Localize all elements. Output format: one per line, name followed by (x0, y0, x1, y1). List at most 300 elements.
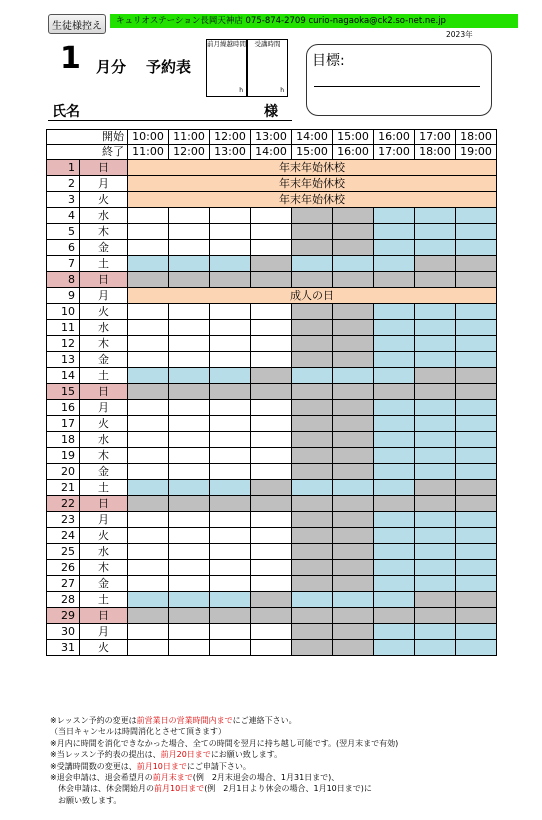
slot-blue[interactable] (374, 480, 415, 496)
slot-blue[interactable] (456, 352, 497, 368)
slot-blue[interactable] (374, 256, 415, 272)
slot-open[interactable] (251, 304, 292, 320)
weekday: 金 (80, 464, 128, 480)
slot-blue[interactable] (456, 208, 497, 224)
note-text: (例 2月末退会の場合、1月31日まで)、 (192, 773, 340, 783)
slot-blue[interactable] (415, 432, 456, 448)
slot-closed (333, 416, 374, 432)
slot-open[interactable] (251, 208, 292, 224)
slot-closed (292, 416, 333, 432)
slot-blue[interactable] (169, 592, 210, 608)
month-unit: 月分 (96, 58, 127, 76)
weekday: 金 (80, 576, 128, 592)
weekday: 日 (80, 272, 128, 288)
slot-open[interactable] (210, 416, 251, 432)
closure-banner: 成人の日 (128, 288, 497, 304)
slot-open[interactable] (128, 544, 169, 560)
weekday: 木 (80, 560, 128, 576)
slot-blue[interactable] (456, 240, 497, 256)
slot-open[interactable] (210, 640, 251, 656)
weekday: 土 (80, 256, 128, 272)
slot-blue[interactable] (415, 336, 456, 352)
slot-blue[interactable] (374, 400, 415, 416)
slot-blue[interactable] (333, 256, 374, 272)
note-text: ※受講時間数の変更は、 (50, 761, 137, 771)
slot-closed (333, 448, 374, 464)
day-row (47, 464, 497, 480)
slot-open[interactable] (210, 576, 251, 592)
slot-closed (333, 240, 374, 256)
slot-blue[interactable] (456, 528, 497, 544)
slot-blue[interactable] (415, 208, 456, 224)
day-number: 14 (47, 368, 80, 384)
slot-open[interactable] (210, 512, 251, 528)
slot-open[interactable] (169, 528, 210, 544)
slot-open[interactable] (251, 400, 292, 416)
day-number: 2 (47, 176, 80, 192)
slot-blue[interactable] (374, 544, 415, 560)
slot-blue[interactable] (210, 592, 251, 608)
slot-open[interactable] (128, 320, 169, 336)
slot-blue[interactable] (374, 560, 415, 576)
slot-open[interactable] (128, 304, 169, 320)
requested-hours-box[interactable] (247, 39, 288, 97)
day-row (47, 416, 497, 432)
slot-open[interactable] (251, 640, 292, 656)
slot-blue[interactable] (374, 336, 415, 352)
slot-open[interactable] (169, 512, 210, 528)
goal-write-line (314, 86, 480, 87)
slot-open[interactable] (210, 320, 251, 336)
start-time-cell: 18:00 (456, 130, 497, 145)
day-number: 21 (47, 480, 80, 496)
slot-closed (456, 384, 497, 400)
slot-open[interactable] (128, 336, 169, 352)
note-emphasis: 前月20日まで (160, 750, 211, 760)
slot-blue[interactable] (169, 480, 210, 496)
slot-open[interactable] (128, 560, 169, 576)
slot-open[interactable] (251, 528, 292, 544)
slot-blue[interactable] (374, 528, 415, 544)
slot-blue[interactable] (169, 256, 210, 272)
year-label: 2023年 (446, 30, 473, 39)
weekday: 火 (80, 192, 128, 208)
slot-open[interactable] (169, 464, 210, 480)
weekday: 月 (80, 288, 128, 304)
slot-blue[interactable] (415, 448, 456, 464)
slot-blue[interactable] (456, 576, 497, 592)
slot-open[interactable] (128, 400, 169, 416)
slot-open[interactable] (128, 432, 169, 448)
day-row (47, 320, 497, 336)
slot-blue[interactable] (374, 320, 415, 336)
slot-blue[interactable] (128, 592, 169, 608)
slot-closed (251, 256, 292, 272)
slot-open[interactable] (128, 464, 169, 480)
slot-blue[interactable] (456, 624, 497, 640)
slot-blue[interactable] (456, 304, 497, 320)
slot-open[interactable] (128, 576, 169, 592)
weekday: 水 (80, 208, 128, 224)
slot-blue[interactable] (415, 624, 456, 640)
weekday: 火 (80, 416, 128, 432)
slot-blue[interactable] (415, 640, 456, 656)
slot-closed (374, 384, 415, 400)
slot-closed (333, 528, 374, 544)
slot-blue[interactable] (374, 352, 415, 368)
day-row (47, 160, 497, 176)
slot-open[interactable] (169, 544, 210, 560)
slot-closed (292, 272, 333, 288)
slot-blue[interactable] (456, 544, 497, 560)
day-row (47, 208, 497, 224)
slot-closed (292, 320, 333, 336)
slot-open[interactable] (169, 208, 210, 224)
slot-blue[interactable] (415, 464, 456, 480)
slot-open[interactable] (210, 448, 251, 464)
slot-open[interactable] (210, 560, 251, 576)
slot-open[interactable] (169, 576, 210, 592)
day-row (47, 560, 497, 576)
slot-closed (333, 624, 374, 640)
weekday: 月 (80, 176, 128, 192)
slot-open[interactable] (210, 528, 251, 544)
slot-closed (456, 496, 497, 512)
slot-open[interactable] (251, 464, 292, 480)
start-time-cell: 11:00 (169, 130, 210, 145)
slot-closed (292, 240, 333, 256)
slot-open[interactable] (169, 560, 210, 576)
slot-open[interactable] (210, 352, 251, 368)
slot-open[interactable] (128, 624, 169, 640)
slot-blue[interactable] (210, 368, 251, 384)
slot-closed (415, 272, 456, 288)
slot-blue[interactable] (333, 592, 374, 608)
day-row (47, 240, 497, 256)
slot-open[interactable] (128, 240, 169, 256)
slot-blue[interactable] (415, 400, 456, 416)
slot-blue[interactable] (456, 560, 497, 576)
slot-blue[interactable] (415, 512, 456, 528)
slot-blue[interactable] (374, 432, 415, 448)
slot-blue[interactable] (415, 304, 456, 320)
slot-open[interactable] (251, 240, 292, 256)
start-time-cell: 14:00 (292, 130, 333, 145)
slot-closed (333, 560, 374, 576)
slot-blue[interactable] (210, 480, 251, 496)
slot-closed (251, 496, 292, 512)
slot-open[interactable] (128, 448, 169, 464)
note-text: ※退会申請は、退会希望月の (50, 773, 153, 783)
slot-open[interactable] (251, 544, 292, 560)
weekday: 土 (80, 592, 128, 608)
day-number: 18 (47, 432, 80, 448)
slot-blue[interactable] (128, 368, 169, 384)
slot-closed (292, 336, 333, 352)
note-line (50, 795, 530, 806)
slot-blue[interactable] (374, 576, 415, 592)
slot-closed (169, 272, 210, 288)
day-row (47, 528, 497, 544)
day-row (47, 640, 497, 656)
slot-blue[interactable] (128, 256, 169, 272)
slot-blue[interactable] (374, 592, 415, 608)
slot-closed (292, 624, 333, 640)
weekday: 木 (80, 336, 128, 352)
slot-closed (292, 208, 333, 224)
slot-blue[interactable] (415, 416, 456, 432)
slot-blue[interactable] (415, 528, 456, 544)
weekday: 土 (80, 368, 128, 384)
slot-open[interactable] (128, 528, 169, 544)
slot-closed (333, 640, 374, 656)
start-time-label: 開始 (47, 130, 128, 145)
slot-blue[interactable] (292, 256, 333, 272)
day-number: 19 (47, 448, 80, 464)
slot-open[interactable] (210, 432, 251, 448)
end-time-cell: 13:00 (210, 145, 251, 160)
slot-open[interactable] (169, 640, 210, 656)
slot-blue[interactable] (210, 256, 251, 272)
slot-blue[interactable] (374, 240, 415, 256)
slot-blue[interactable] (415, 352, 456, 368)
slot-blue[interactable] (374, 624, 415, 640)
note-text: にご申請下さい。 (186, 761, 251, 771)
hours-unit: h (239, 87, 243, 94)
note-text: ※当レッスン予約表の提出は、 (50, 750, 161, 760)
note-emphasis: 前営業日の営業時間内まで (136, 716, 233, 725)
slot-closed (374, 272, 415, 288)
start-time-cell: 10:00 (128, 130, 169, 145)
slot-blue[interactable] (374, 208, 415, 224)
slot-closed (292, 608, 333, 624)
slot-closed (292, 560, 333, 576)
weekday: 水 (80, 320, 128, 336)
slot-open[interactable] (210, 224, 251, 240)
weekday: 月 (80, 624, 128, 640)
slot-open[interactable] (210, 336, 251, 352)
slot-blue[interactable] (456, 224, 497, 240)
weekday: 火 (80, 304, 128, 320)
hours-unit: h (280, 87, 284, 94)
day-row (47, 432, 497, 448)
requested-hours-label: 受講時間 (254, 40, 281, 48)
day-number: 31 (47, 640, 80, 656)
slot-open[interactable] (169, 304, 210, 320)
slot-open[interactable] (169, 224, 210, 240)
slot-closed (210, 496, 251, 512)
slot-open[interactable] (169, 336, 210, 352)
slot-open[interactable] (251, 448, 292, 464)
slot-blue[interactable] (456, 320, 497, 336)
slot-blue[interactable] (374, 448, 415, 464)
slot-open[interactable] (251, 336, 292, 352)
slot-open[interactable] (128, 640, 169, 656)
slot-closed (415, 592, 456, 608)
slot-closed (374, 496, 415, 512)
slot-closed (292, 400, 333, 416)
note-line (50, 749, 530, 760)
slot-open[interactable] (251, 320, 292, 336)
slot-open[interactable] (210, 624, 251, 640)
slot-closed (251, 480, 292, 496)
slot-open[interactable] (251, 416, 292, 432)
slot-closed (333, 272, 374, 288)
slot-open[interactable] (128, 224, 169, 240)
note-line (50, 715, 530, 726)
day-number: 22 (47, 496, 80, 512)
slot-open[interactable] (169, 432, 210, 448)
slot-blue[interactable] (292, 592, 333, 608)
name-field[interactable] (48, 120, 292, 121)
note-line (50, 738, 530, 749)
slot-closed (210, 608, 251, 624)
note-text: (例 2月1日より休会の場合、1月10日まで)に (204, 784, 372, 794)
slot-blue[interactable] (456, 400, 497, 416)
slot-blue[interactable] (374, 224, 415, 240)
slot-open[interactable] (169, 400, 210, 416)
slot-blue[interactable] (292, 368, 333, 384)
day-number: 25 (47, 544, 80, 560)
slot-open[interactable] (251, 576, 292, 592)
day-row (47, 192, 497, 208)
slot-blue[interactable] (415, 240, 456, 256)
slot-open[interactable] (210, 544, 251, 560)
slot-closed (292, 352, 333, 368)
slot-closed (456, 480, 497, 496)
end-time-cell: 15:00 (292, 145, 333, 160)
slot-blue[interactable] (374, 512, 415, 528)
day-number: 23 (47, 512, 80, 528)
slot-blue[interactable] (374, 416, 415, 432)
slot-closed (415, 384, 456, 400)
slot-blue[interactable] (456, 512, 497, 528)
note-emphasis: 前月10日まで (136, 761, 187, 771)
slot-open[interactable] (169, 448, 210, 464)
note-text: （当日キャンセルは時間消化とさせて頂きます） (50, 727, 226, 737)
slot-blue[interactable] (333, 368, 374, 384)
slot-open[interactable] (169, 416, 210, 432)
slot-open[interactable] (169, 624, 210, 640)
end-time-cell: 14:00 (251, 145, 292, 160)
start-time-cell: 15:00 (333, 130, 374, 145)
slot-blue[interactable] (456, 336, 497, 352)
slot-closed (456, 272, 497, 288)
slot-open[interactable] (169, 352, 210, 368)
day-row (47, 512, 497, 528)
slot-blue[interactable] (415, 544, 456, 560)
slot-blue[interactable] (374, 464, 415, 480)
day-row (47, 448, 497, 464)
day-number: 13 (47, 352, 80, 368)
slot-closed (169, 608, 210, 624)
slot-open[interactable] (128, 416, 169, 432)
slot-closed (169, 384, 210, 400)
slot-open[interactable] (169, 320, 210, 336)
slot-closed (415, 256, 456, 272)
day-number: 17 (47, 416, 80, 432)
note-emphasis: 前月10日まで (154, 784, 205, 794)
slot-blue[interactable] (415, 320, 456, 336)
slot-open[interactable] (251, 560, 292, 576)
note-line (50, 726, 530, 737)
slot-blue[interactable] (456, 432, 497, 448)
slot-blue[interactable] (374, 304, 415, 320)
note-text: にご連絡下さい。 (232, 716, 297, 725)
slot-open[interactable] (128, 208, 169, 224)
slot-closed (333, 512, 374, 528)
closure-banner: 年末年始休校 (128, 192, 497, 208)
slot-open[interactable] (251, 352, 292, 368)
day-row (47, 368, 497, 384)
slot-blue[interactable] (456, 416, 497, 432)
slot-open[interactable] (128, 512, 169, 528)
end-time-cell: 17:00 (374, 145, 415, 160)
note-text: にお願い致します。 (210, 750, 283, 760)
slot-open[interactable] (251, 512, 292, 528)
slot-blue[interactable] (374, 368, 415, 384)
start-time-cell: 12:00 (210, 130, 251, 145)
weekday: 水 (80, 432, 128, 448)
slot-open[interactable] (210, 304, 251, 320)
slot-open[interactable] (210, 400, 251, 416)
prev-month-carryover-label: 前月繰越時間 (207, 40, 246, 48)
slot-blue[interactable] (128, 480, 169, 496)
slot-closed (292, 576, 333, 592)
slot-blue[interactable] (456, 448, 497, 464)
slot-open[interactable] (128, 352, 169, 368)
slot-closed (333, 432, 374, 448)
slot-closed (333, 352, 374, 368)
slot-open[interactable] (251, 432, 292, 448)
slot-open[interactable] (251, 624, 292, 640)
weekday: 金 (80, 240, 128, 256)
slot-closed (210, 272, 251, 288)
weekday: 日 (80, 160, 128, 176)
slot-blue[interactable] (333, 480, 374, 496)
slot-open[interactable] (210, 240, 251, 256)
slot-open[interactable] (251, 224, 292, 240)
slot-open[interactable] (210, 208, 251, 224)
prev-month-carryover-box[interactable] (206, 39, 247, 97)
slot-blue[interactable] (415, 576, 456, 592)
slot-closed (292, 304, 333, 320)
slot-blue[interactable] (292, 480, 333, 496)
slot-blue[interactable] (169, 368, 210, 384)
slot-closed (415, 608, 456, 624)
slot-blue[interactable] (415, 560, 456, 576)
closure-banner: 年末年始休校 (128, 160, 497, 176)
slot-closed (292, 432, 333, 448)
slot-blue[interactable] (415, 224, 456, 240)
day-row (47, 224, 497, 240)
slot-closed (374, 608, 415, 624)
slot-closed (128, 496, 169, 512)
note-line (50, 761, 530, 772)
slot-blue[interactable] (374, 640, 415, 656)
slot-closed (456, 256, 497, 272)
day-number: 29 (47, 608, 80, 624)
slot-blue[interactable] (456, 640, 497, 656)
day-number: 5 (47, 224, 80, 240)
slot-closed (128, 608, 169, 624)
slot-open[interactable] (210, 464, 251, 480)
slot-open[interactable] (169, 240, 210, 256)
day-number: 15 (47, 384, 80, 400)
note-emphasis: 前月末まで (152, 773, 193, 783)
slot-blue[interactable] (456, 464, 497, 480)
note-line (50, 772, 530, 783)
